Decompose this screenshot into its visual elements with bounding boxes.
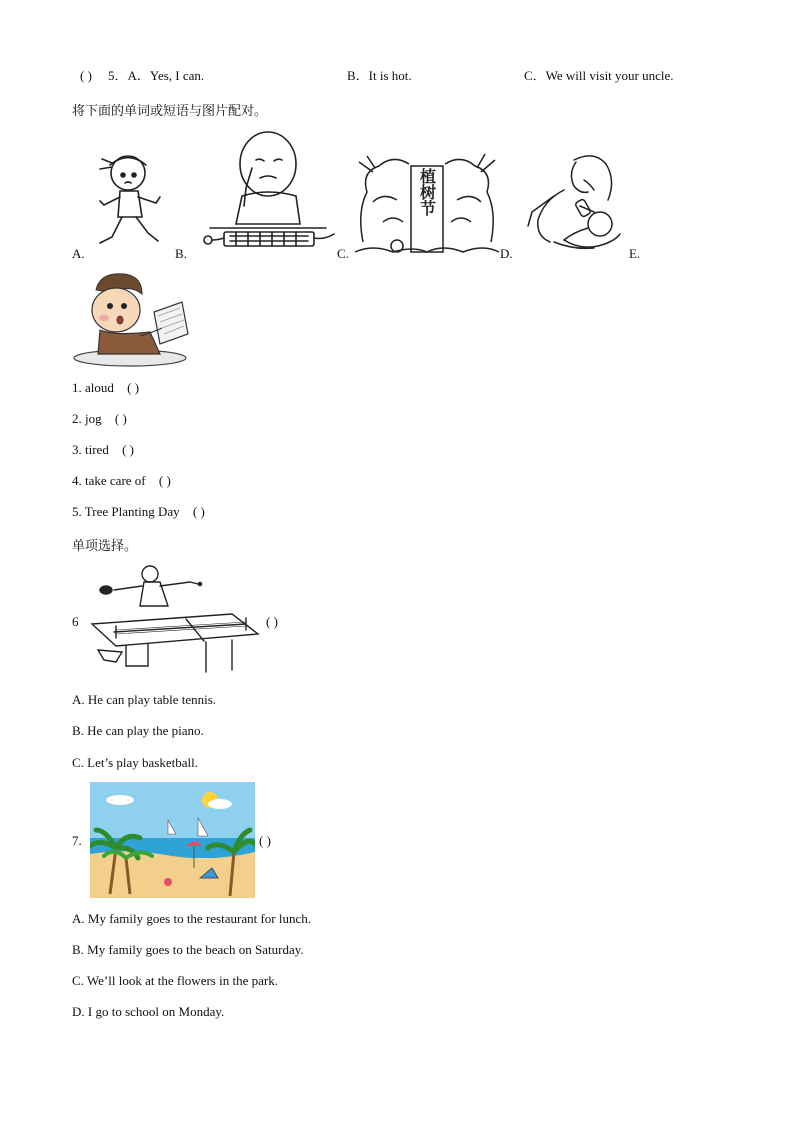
picture-label-d: D. — [500, 246, 513, 261]
match-item-4 — [72, 473, 171, 489]
boy-reading-illustration — [70, 270, 192, 370]
match-item-4-text: 4. take care of — [72, 473, 146, 488]
match-item-3-blank[interactable]: ( ) — [122, 442, 134, 457]
q5-paren: ( ) — [80, 68, 92, 83]
picture-label-c: C. — [337, 246, 349, 261]
q6-option-c: C. Let’s play basketball. — [72, 755, 199, 770]
match-item-2-text: 2. jog — [72, 411, 102, 426]
q6-paren[interactable]: ( ) — [266, 614, 278, 629]
q7-picture-beach — [90, 782, 255, 898]
picture-label-b: B. — [175, 246, 187, 261]
q7-option-a: A. My family goes to the restaurant for lunch. — [72, 911, 311, 926]
q6-number: 6 — [72, 614, 79, 629]
match-item-1-text: 1. aloud — [72, 380, 114, 395]
match-item-4-blank[interactable]: ( ) — [158, 473, 171, 488]
q7-number: 7. — [72, 833, 82, 848]
picture-label-e: E. — [629, 246, 641, 261]
q5-option-c: C．We will visit your uncle. — [524, 68, 674, 83]
match-item-3 — [72, 442, 134, 458]
match-item-1 — [72, 380, 139, 396]
match-item-5-text: 5. Tree Planting Day — [72, 504, 180, 519]
q7-paren[interactable]: ( ) — [259, 833, 271, 848]
match-item-5 — [72, 504, 205, 520]
match-item-2-blank[interactable]: ( ) — [114, 411, 127, 426]
q5-option-a: 5．A．Yes, I can. — [108, 68, 205, 83]
match-item-1-blank[interactable]: ( ) — [127, 380, 140, 395]
mother-baby-illustration — [524, 150, 628, 254]
q7-option-d: D. I go to school on Monday. — [72, 1004, 225, 1019]
match-item-2 — [72, 411, 127, 427]
q5-option-b: B．It is hot. — [347, 68, 412, 83]
q6-picture-table-tennis — [86, 562, 262, 680]
section-heading-match: 将下面的单词或短语与图片配对。 — [72, 104, 268, 119]
q7-option-c: C. We’ll look at the flowers in the park. — [72, 973, 278, 988]
picture-a-jogging — [90, 145, 170, 255]
q7-option-b: B. My family goes to the beach on Saturday. — [72, 942, 304, 957]
picture-label-a: A. — [72, 246, 85, 261]
picture-e-reading-aloud — [70, 270, 192, 370]
table-tennis-illustration — [86, 562, 262, 680]
sign-text: 植树节 — [417, 168, 437, 216]
beach-illustration — [90, 782, 255, 898]
running-girl-illustration — [90, 145, 170, 255]
picture-d-take-care — [524, 150, 628, 254]
match-item-3-text: 3. tired — [72, 442, 109, 457]
picture-b-tired — [196, 128, 338, 256]
picture-c-tree-planting — [353, 152, 501, 258]
q6-option-b: B. He can play the piano. — [72, 723, 204, 738]
tired-person-illustration — [196, 128, 338, 256]
tree-planting-sign-illustration — [353, 152, 501, 258]
match-item-5-blank[interactable]: ( ) — [192, 504, 205, 519]
section-heading-choice: 单项选择。 — [72, 539, 138, 554]
q6-option-a: A. He can play table tennis. — [72, 692, 217, 707]
